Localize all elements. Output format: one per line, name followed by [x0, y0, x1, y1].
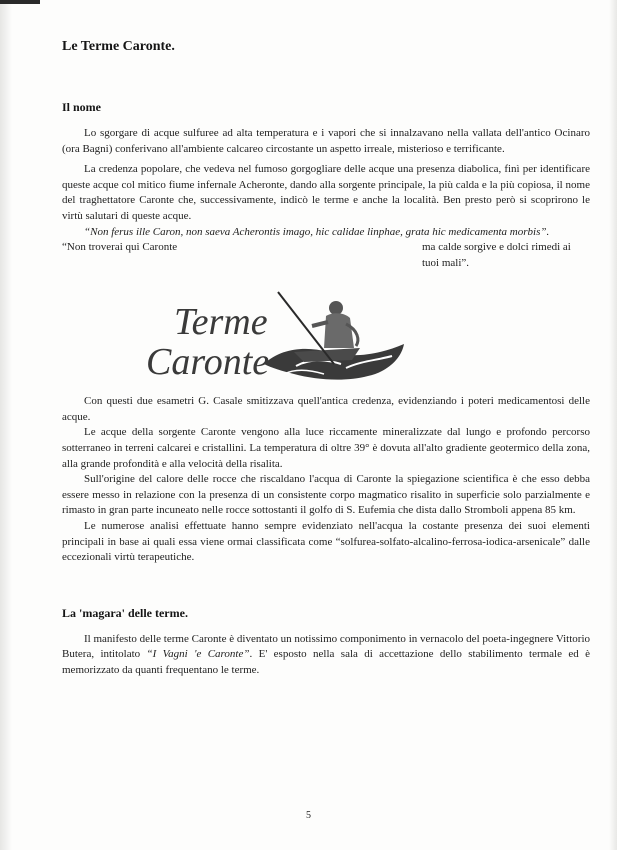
scan-edge-mark	[0, 0, 40, 4]
quote-latin: “Non ferus ille Caron, non saeva Acherontis imago, hic calidae linphae, grata hic medicamenta morbis”.	[84, 225, 550, 238]
page-edge-shadow	[609, 0, 617, 850]
quote-translation	[62, 240, 590, 271]
poem-title: “I Vagni 'e Caronte”	[146, 648, 250, 661]
paragraph-esametri: Con questi due esametri G. Casale smitizzava quell'antica credenza, evidenziando i poteri medicamentosi delle acque.	[62, 395, 590, 423]
paragraph-analisi: Le numerose analisi effettuate hanno sempre evidenziato nell'acqua la costante presenza dei suoi elementi principali in base ai quali essa viene ormai classificata come “solfurea-solfato-alcalino-ferrosa-iodica-arsenicale” dalle eccezionali virtù terapeutiche.	[62, 519, 590, 564]
logo-graphic	[146, 286, 410, 386]
quote-translation-right-line1: ma calde sorgive e dolci rimedi ai	[422, 241, 571, 254]
logo-text-line2: Caronte	[146, 341, 270, 383]
quote-translation-right	[422, 240, 571, 271]
section-heading-il-nome: Il nome	[62, 100, 101, 114]
logo-text-line1: Terme	[174, 301, 268, 343]
terme-caronte-logo	[146, 286, 410, 386]
section-heading-magara: La 'magara' delle terme.	[62, 605, 188, 620]
paragraph-calore: Sull'origine del calore delle rocce che riscaldano l'acqua di Caronte la spiegazione scientifica è che esso debba essere messo in relazione con la presenza di un consistente corpo magmatico risalito in superficie solo parzialmente e rimasto in gran parte incuneato nelle rocce sottostanti il golfo di S. Eufemia che dista dallo Stromboli appena 85 km.	[62, 473, 590, 517]
paragraph-manifesto	[62, 632, 590, 679]
quote-translation-right-line2: tuoi mali”.	[422, 256, 470, 269]
paragraph-credenza: La credenza popolare, che vedeva nel fumoso gorgogliare delle acque una presenza diabolica, finì per identificare queste acque col mitico fiume infernale Acheronte, dando alla sorgente principale, la più calda e la più copiosa, il nome del traghettatore Caronte che, successivamente, indicò le terme e anche la località. Ben presto però si scoprirono le virtù salutari di queste acque.	[62, 163, 590, 222]
manifesto-text-after: . E' esposto nella sala di accettazione dello stabilimento termale ed è memorizzato da quanti frequentano le terme.	[62, 648, 590, 676]
page-title: Le Terme Caronte.	[62, 39, 175, 54]
page-spine-shadow	[0, 0, 12, 850]
paragraph-sorgente: Le acque della sorgente Caronte vengono alla luce riccamente mineralizzate dal lungo e profondo percorso sotterraneo in terreni calcarei e cristallini. La temperatura di oltre 39° è dovuta all'alto gradiente geotermico della zona, alla grande profondità e alla velocità della risalita.	[62, 426, 590, 470]
manifesto-text-before: Il manifesto delle terme Caronte è diventato un notissimo componimento in vernacolo del poeta-ingegnere Vittorio Butera, intitolato	[62, 632, 590, 661]
paragraph-intro: Lo sgorgare di acque sulfuree ad alta temperatura e i vapori che si innalzavano nella vallata dell'antico Ocinaro (ora Bagni) conferivano all'ambiente calcareo circostante un aspetto irreale, misterioso e terrificante.	[62, 127, 590, 155]
page-number: 5	[306, 810, 311, 821]
quote-translation-left: “Non troverai qui Caronte	[62, 241, 178, 254]
